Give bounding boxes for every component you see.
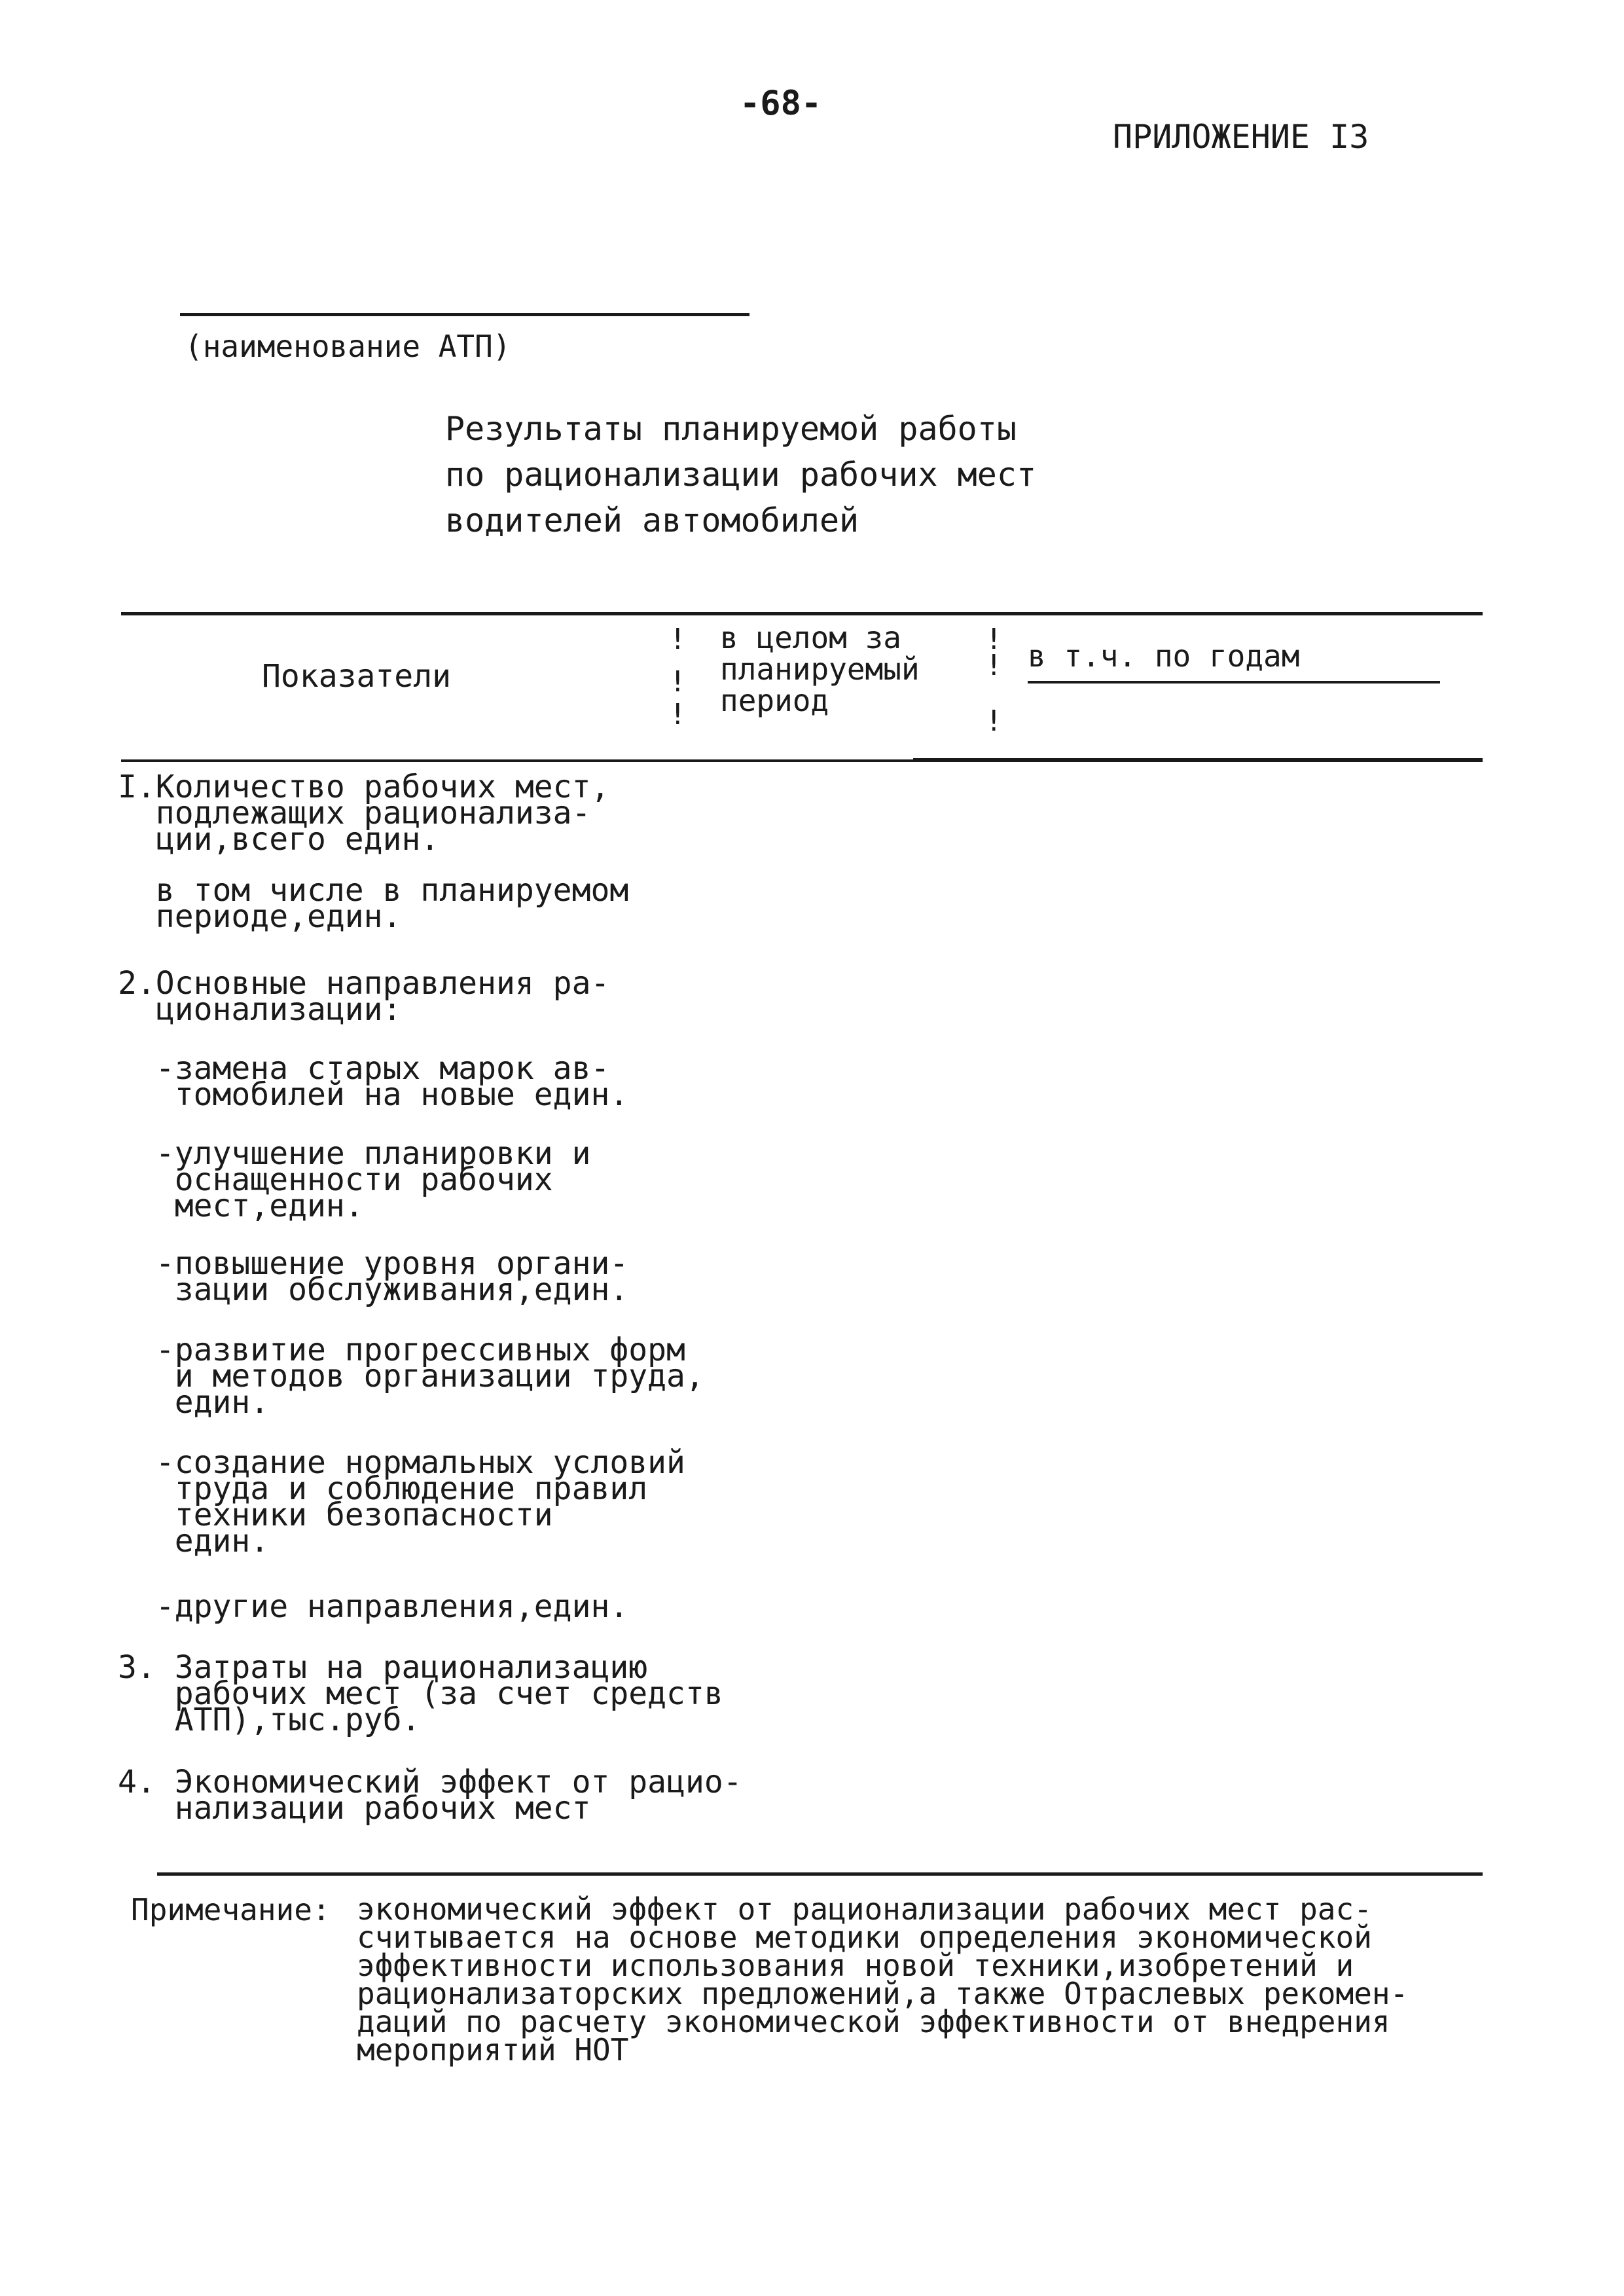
atp-name-caption: (наименование АТП) bbox=[185, 329, 511, 364]
row-2e-line: труда и соблюдение правил bbox=[118, 1470, 648, 1507]
row-1b-line: периоде,един. bbox=[118, 898, 402, 935]
row-2b-line: мест,един. bbox=[118, 1188, 364, 1224]
page-number: -68- bbox=[740, 84, 822, 123]
row-2b-line: оснащенности рабочих bbox=[118, 1161, 553, 1198]
table-top-rule bbox=[121, 612, 1483, 615]
column-separator: ! bbox=[985, 649, 1003, 682]
header-bottom-rule bbox=[121, 759, 913, 762]
header-indicators: Показатели bbox=[262, 658, 451, 695]
row-2a-line: томобилей на новые един. bbox=[118, 1076, 629, 1113]
column-separator: ! bbox=[669, 665, 687, 699]
row-2d-line: и методов организации труда, bbox=[118, 1358, 704, 1394]
atp-name-line bbox=[180, 313, 749, 316]
table-bottom-rule bbox=[157, 1872, 1483, 1876]
row-4-line: 4. Экономический эффект от рацио- bbox=[118, 1764, 742, 1800]
column-separator: ! bbox=[985, 623, 1003, 656]
document-title bbox=[445, 406, 1036, 543]
row-1b-line: в том числе в планируемом bbox=[118, 872, 629, 909]
row-4-line: нализации рабочих мест bbox=[118, 1790, 591, 1827]
title-line: водителей автомобилей bbox=[445, 501, 859, 539]
row-2e-line: -создание нормальных условий bbox=[118, 1444, 685, 1481]
header-years-underline bbox=[1028, 681, 1440, 683]
row-2d-line: един. bbox=[118, 1384, 270, 1421]
note-line: даций по расчету экономической эффективности от внедрения bbox=[357, 2004, 1390, 2039]
note-text bbox=[357, 1891, 1409, 2068]
column-separator: ! bbox=[669, 698, 687, 731]
row-2c-line: -повышение уровня органи- bbox=[118, 1245, 629, 1282]
row-2e-line: един. bbox=[118, 1523, 270, 1559]
row-1-line: I.Количество рабочих мест, bbox=[118, 769, 610, 805]
note-line: экономический эффект от рационализации рабочих мест рас- bbox=[357, 1891, 1372, 1927]
row-2-line: 2.Основные направления ра- bbox=[118, 965, 610, 1002]
column-separator: ! bbox=[985, 704, 1003, 738]
row-1-line: подлежащих рационализа- bbox=[118, 795, 591, 831]
header-bottom-rule bbox=[913, 758, 1483, 762]
header-whole-line: планируемый bbox=[720, 651, 920, 687]
header-whole-period bbox=[720, 622, 920, 716]
row-2d-line: -развитие прогрессивных форм bbox=[118, 1332, 685, 1368]
note-line: считывается на основе методики определения экономической bbox=[357, 1920, 1372, 1955]
row-3-line: рабочих мест (за счет средств bbox=[118, 1675, 723, 1712]
row-2b-line: -улучшение планировки и bbox=[118, 1135, 591, 1172]
appendix-label: ПРИЛОЖЕНИЕ I3 bbox=[1113, 118, 1369, 156]
row-2a-line: -замена старых марок ав- bbox=[118, 1050, 610, 1087]
column-separator: ! bbox=[669, 623, 687, 656]
header-whole-line: в целом за bbox=[720, 620, 901, 655]
note-line: мероприятий НОТ bbox=[357, 2032, 629, 2068]
row-2e-line: техники безопасности bbox=[118, 1497, 553, 1533]
title-line: Результаты планируемой работы bbox=[445, 410, 1017, 448]
row-2f-line: -другие направления,един. bbox=[118, 1588, 629, 1625]
header-by-years: в т.ч. по годам bbox=[1028, 638, 1300, 674]
row-3-line: 3. Затраты на рационализацию bbox=[118, 1649, 648, 1686]
title-line: по рационализации рабочих мест bbox=[445, 456, 1037, 494]
row-2-line: ционализации: bbox=[118, 991, 402, 1028]
row-2c-line: зации обслуживания,един. bbox=[118, 1271, 629, 1308]
row-1-line: ции,всего един. bbox=[118, 821, 440, 858]
header-whole-line: период bbox=[720, 683, 829, 718]
note-line: рационализаторских предложений,а также Отраслевых рекомен- bbox=[357, 1976, 1409, 2011]
row-3-line: АТП),тыс.руб. bbox=[118, 1702, 421, 1738]
note-label: Примечание: bbox=[131, 1892, 331, 1927]
note-line: эффективности использования новой техники,изобретений и bbox=[357, 1948, 1354, 1983]
